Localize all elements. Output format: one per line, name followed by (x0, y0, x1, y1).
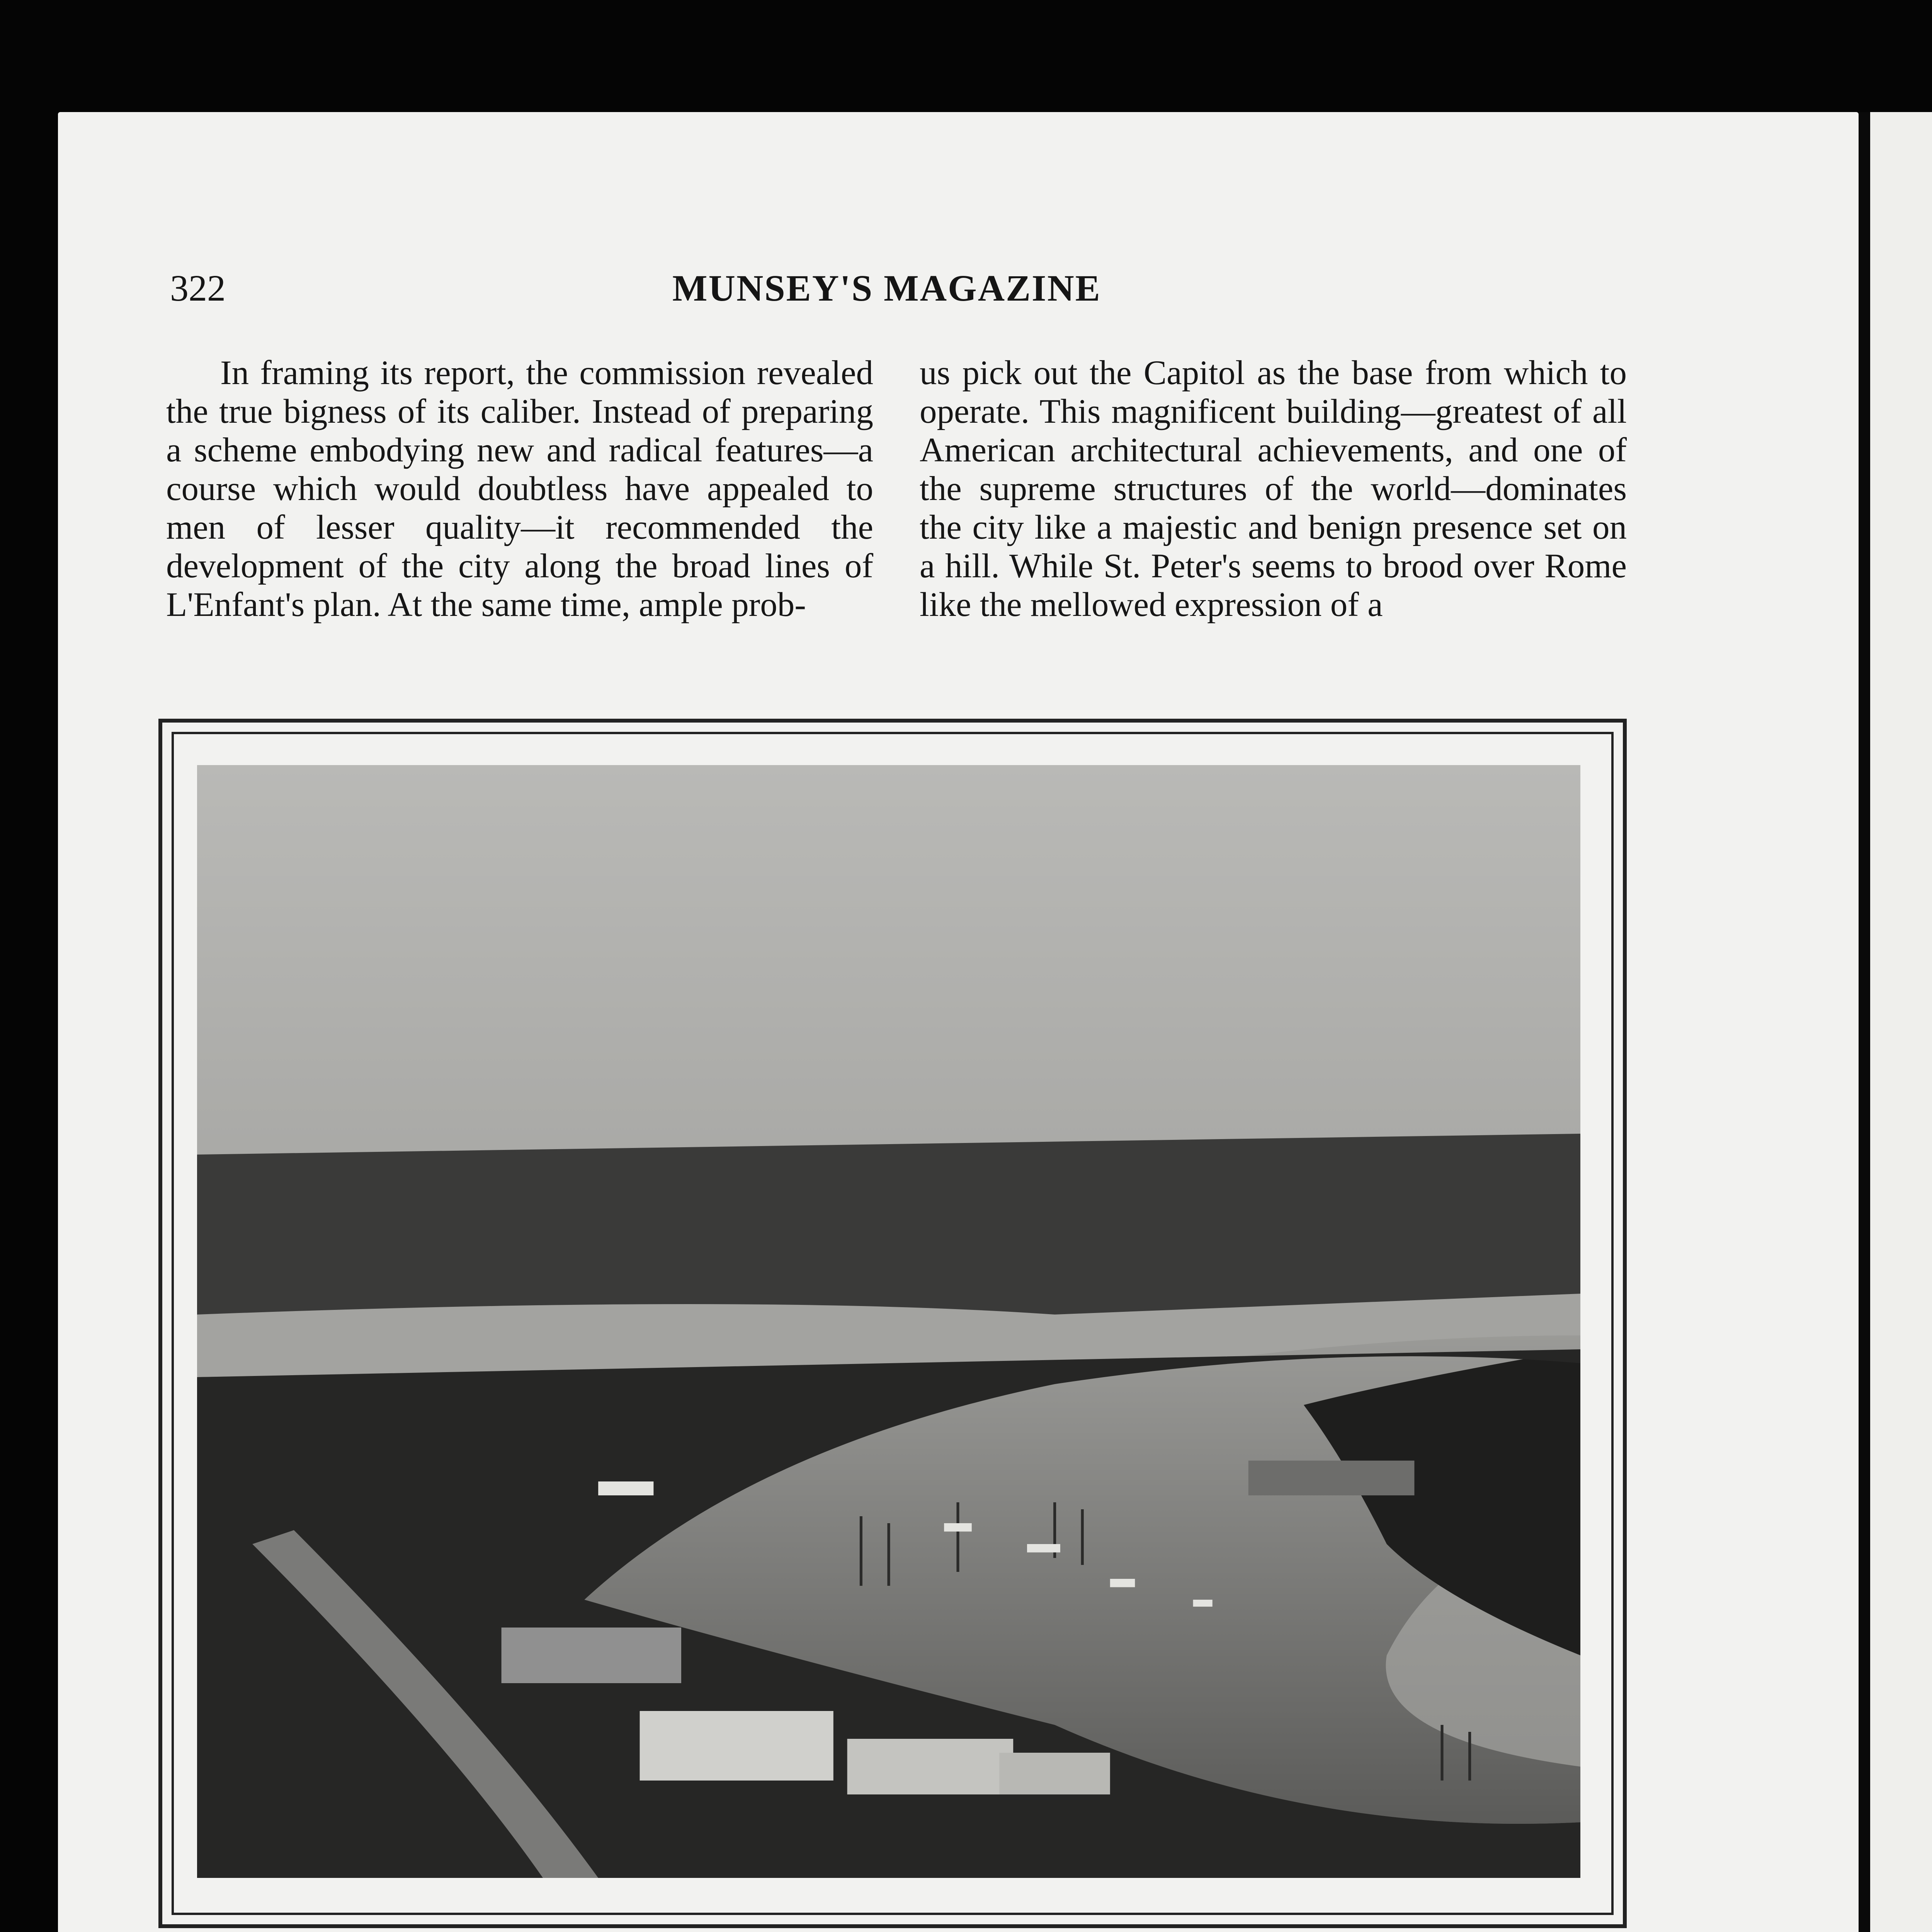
top-left-column (166, 354, 873, 624)
page-gutter (1859, 112, 1870, 1932)
paragraph: us pick out the Capitol as the base from which to operate. This magnificent building—greatest of all American architectural achievements, and one of the supreme structures of the world—dominates the city like a majestic and benign presence set on a hill. While St. Peter's seems to brood over Rome like the mellowed expression of a (920, 354, 1627, 624)
running-head: MUNSEY'S MAGAZINE (672, 267, 1101, 309)
river-photograph-art (197, 765, 1580, 1878)
photo-frame (158, 719, 1627, 1928)
facing-page-edge (1870, 112, 1932, 1932)
top-right-column (920, 354, 1627, 624)
paragraph: In framing its report, the commission revealed the true bigness of its caliber. Instead of preparing a scheme embodying new and radical features—a course which would doubtless have appealed to men of lesser quality—it recommended the development of the city along the broad lines of L'Enfant's plan. At the same time, ample prob- (166, 354, 873, 624)
page-number: 322 (170, 267, 226, 309)
river-photograph (197, 765, 1580, 1878)
